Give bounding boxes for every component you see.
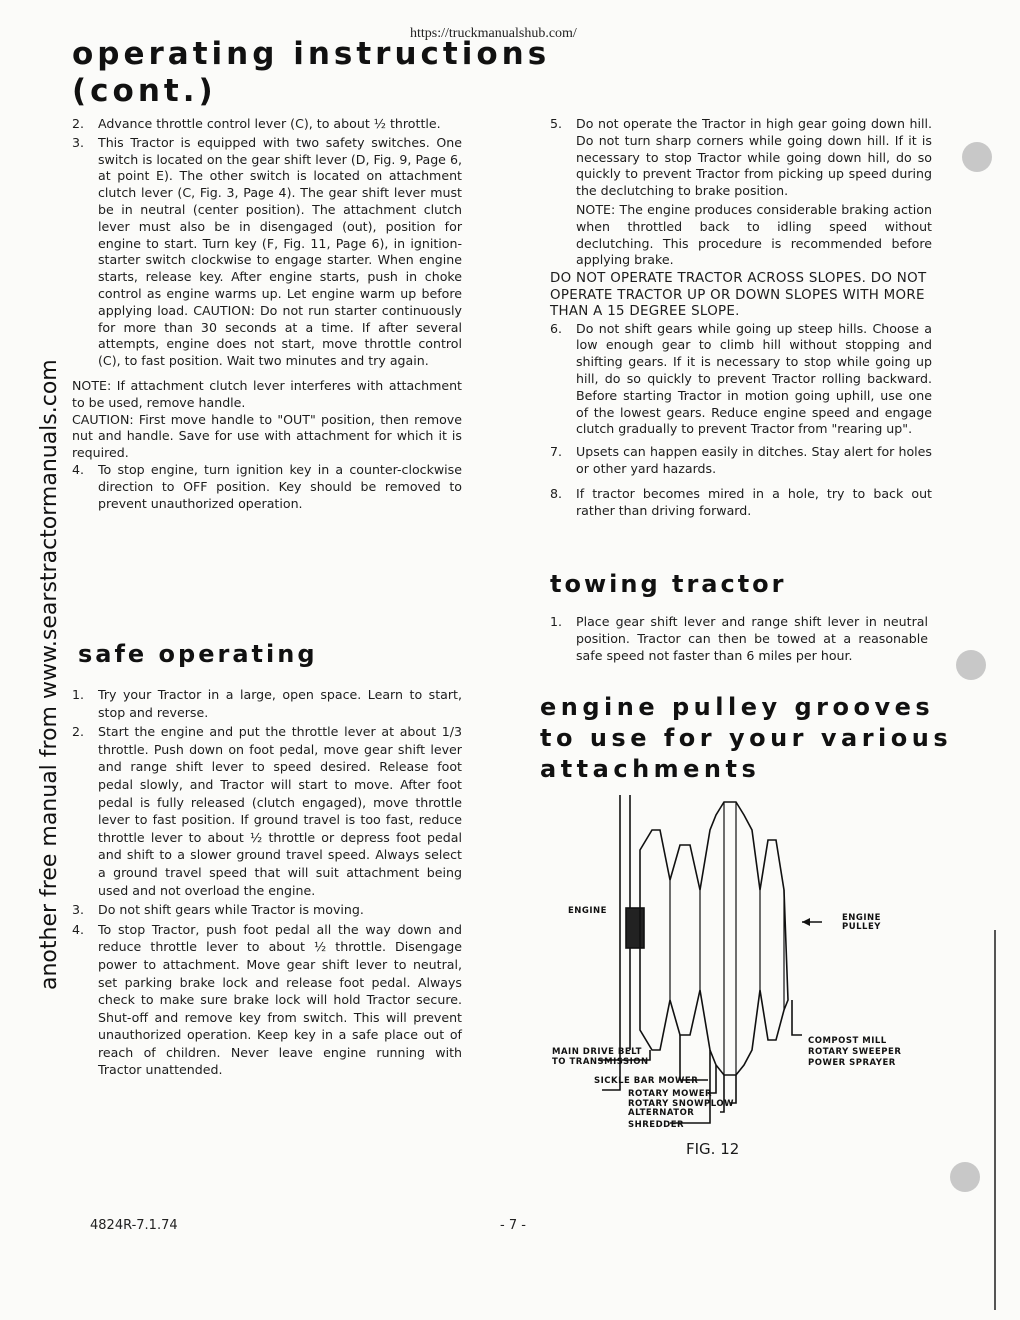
- footer-code: 4824R-7.1.74: [90, 1218, 178, 1233]
- list-item: [72, 135, 462, 370]
- right-column: [550, 116, 932, 521]
- left-column: [72, 116, 462, 514]
- page-number: - 7 -: [500, 1218, 526, 1233]
- item-text: Upsets can happen easily in ditches. Stay alert for holes or other yard hazards.: [576, 444, 932, 477]
- item-text: Do not shift gears while going up steep hills. Choose a low enough gear to climb hill without stopping and shifting gears. If it is necessary to stop while going up hill, do so quickly to prevent Tractor rolling backward. Before starting Tractor in motion going uphill, use one of the lowest gears. Reduce engine speed and engage clutch gradually to prevent Tractor from "rearing up".: [576, 320, 932, 437]
- label-engine-pulley-2: PULLEY: [842, 922, 881, 932]
- item-text: If tractor becomes mired in a hole, try to back out rather than driving forward.: [576, 485, 932, 518]
- label-rotary-mower: ROTARY MOWER: [628, 1089, 713, 1099]
- item-number: 5.: [550, 116, 563, 131]
- towing-heading: towing tractor: [550, 570, 787, 598]
- label-main-drive-2: TO TRANSMISSION: [552, 1057, 649, 1067]
- label-engine: ENGINE: [568, 906, 607, 916]
- list-item: [72, 686, 462, 721]
- leader-sickle: [680, 1035, 708, 1080]
- arrow-engine-pulley: [802, 918, 810, 926]
- pulley-heading-line2: to use for your various: [540, 724, 953, 752]
- item-text: Start the engine and put the throttle lever at about 1/3 throttle. Push down on foot pedal, move gear shift lever and range shift lever to speed desired. Release foot pedal slowly, and Tractor will start to move. After foot pedal is fully released (clutch engaged), move throttle lever to fast position. If ground travel is too fast, reduce throttle lever to about ½ throttle or depress foot pedal and shift to a slower ground travel speed. Always select a ground travel speed that will suit attachment being used and not overload the engine.: [98, 724, 462, 898]
- list-item: [72, 462, 462, 512]
- safe-operating-heading: safe operating: [78, 640, 318, 668]
- item-number: 2.: [72, 116, 85, 131]
- source-url: https://truckmanualshub.com/: [410, 26, 577, 41]
- label-sprayer: POWER SPRAYER: [808, 1058, 896, 1068]
- item-number: 4.: [72, 921, 85, 937]
- punch-hole: [956, 650, 986, 680]
- list-item: [72, 723, 462, 899]
- label-engine-pulley-1: ENGINE: [842, 913, 881, 923]
- item-number: 1.: [550, 614, 563, 629]
- list-item: [550, 486, 932, 520]
- page-edge-line: [994, 930, 996, 1310]
- sidebar-watermark: another free manual from www.searstractormanuals.com: [37, 359, 62, 990]
- item-text: To stop Tractor, push foot pedal all the way down and reduce throttle lever to about ½ throttle. Disengage power to attachment. Move gear shift lever to neutral, set parking brake lock and release foot pedal. Always check to make sure brake lock will hold Tractor secure. Shut-off and remove key from switch. This will prevent unauthorized operation. Keep key in a safe place out of reach of children. Never leave engine running with Tractor unattended.: [98, 921, 462, 1078]
- safe-operating-list: [72, 686, 462, 1081]
- item-text: To stop engine, turn ignition key in a counter-clockwise direction to OFF position. Key should be removed to prevent unauthorized operation.: [98, 461, 462, 511]
- label-compost: COMPOST MILL: [808, 1036, 887, 1046]
- engine-frame: [602, 795, 620, 1090]
- item-number: 8.: [550, 485, 563, 501]
- punch-hole: [950, 1162, 980, 1192]
- page-title: [72, 36, 550, 109]
- warning-text: DO NOT OPERATE TRACTOR ACROSS SLOPES. DO NOT OPERATE TRACTOR UP OR DOWN SLOPES WITH MORE THAN A 15 DEGREE SLOPE.: [550, 271, 927, 320]
- label-sweeper: ROTARY SWEEPER: [808, 1047, 902, 1057]
- label-main-drive-1: MAIN DRIVE BELT: [552, 1047, 642, 1057]
- item-text: Try your Tractor in a large, open space. Learn to start, stop and reverse.: [98, 687, 462, 720]
- item-number: 1.: [72, 687, 85, 702]
- engine-shaft: [626, 908, 644, 948]
- figure-caption: FIG. 12: [686, 1140, 740, 1158]
- item-text: Do not operate the Tractor in high gear going down hill. Do not turn sharp corners while going down hill. If it is necessary to stop Tractor while going down hill, do so quickly to prevent Tractor from picking up speed during the declutching to brake position.: [576, 116, 932, 199]
- item-text: This Tractor is equipped with two safety switches. One switch is located on the gear shift lever (D, Fig. 9, Page 6, at point E). The other switch is located on attachment clutch lever (C, Fig. 3, Page 4). The gear shift lever must be in neutral (center position). The attachment clutch lever must also be in disengaged (out), position for engine to start. Turn key (F, Fig. 11, Page 6), in ignition-starter switch clockwise to engage starter. When engine starts, release key. After engine starts, push in choke control as engine warms up. Let engine warm up before applying load. CAUTION: Do not run starter continuously for more than 30 seconds at a time. If after several attempts, engine does not start, move throttle control (C), to fast position. Wait two minutes and try again.: [98, 134, 462, 369]
- note-text: [550, 202, 932, 269]
- caution-text: CAUTION: First move handle to "OUT" position, then remove nut and handle. Save for use with attachment for which it is required.: [72, 411, 462, 461]
- item-number: 2.: [72, 724, 85, 740]
- pulley-heading-line3: attachments: [540, 755, 761, 783]
- item-number: 4.: [72, 461, 85, 477]
- punch-hole: [962, 142, 992, 172]
- towing-list: [550, 614, 928, 666]
- list-item: [550, 444, 932, 478]
- item-number: 6.: [550, 320, 563, 336]
- item-text: Do not shift gears while Tractor is moving.: [98, 902, 364, 918]
- pulley-heading-line1: engine pulley grooves: [540, 693, 935, 721]
- list-item: [550, 116, 932, 200]
- note-body: NOTE: The engine produces considerable braking action when throttled back to idling speed without declutching. This procedure is recommended before applying brake.: [576, 201, 932, 268]
- label-shredder: SHREDDER: [628, 1120, 685, 1130]
- pulley-outline: [640, 802, 788, 1075]
- list-item: [550, 321, 932, 439]
- item-text: Advance throttle control lever (C), to about ½ throttle.: [98, 116, 441, 131]
- list-item: [72, 901, 462, 919]
- label-alternator: ALTERNATOR: [628, 1108, 695, 1118]
- note-text: NOTE: If attachment clutch lever interferes with attachment to be used, remove handle.: [72, 377, 462, 410]
- leader-compost: [792, 1000, 802, 1035]
- label-sickle: SICKLE BAR MOWER: [594, 1076, 699, 1086]
- item-text: Place gear shift lever and range shift lever in neutral position. Tractor can then be towed at a reasonable safe speed not faster than 6 miles per hour.: [576, 614, 928, 663]
- pulley-diagram: [540, 790, 920, 1135]
- item-number: 3.: [72, 134, 85, 150]
- page-title-line2: (cont.): [72, 72, 217, 109]
- list-item: [550, 614, 928, 664]
- list-item: [72, 116, 462, 133]
- item-number: 3.: [72, 902, 85, 918]
- page-title-line1: operating instructions: [72, 36, 551, 72]
- pulley-heading: [540, 692, 952, 785]
- label-rotary-snowplow: ROTARY SNOWPLOW: [628, 1099, 734, 1109]
- item-number: 7.: [550, 444, 563, 460]
- list-item: [72, 921, 462, 1079]
